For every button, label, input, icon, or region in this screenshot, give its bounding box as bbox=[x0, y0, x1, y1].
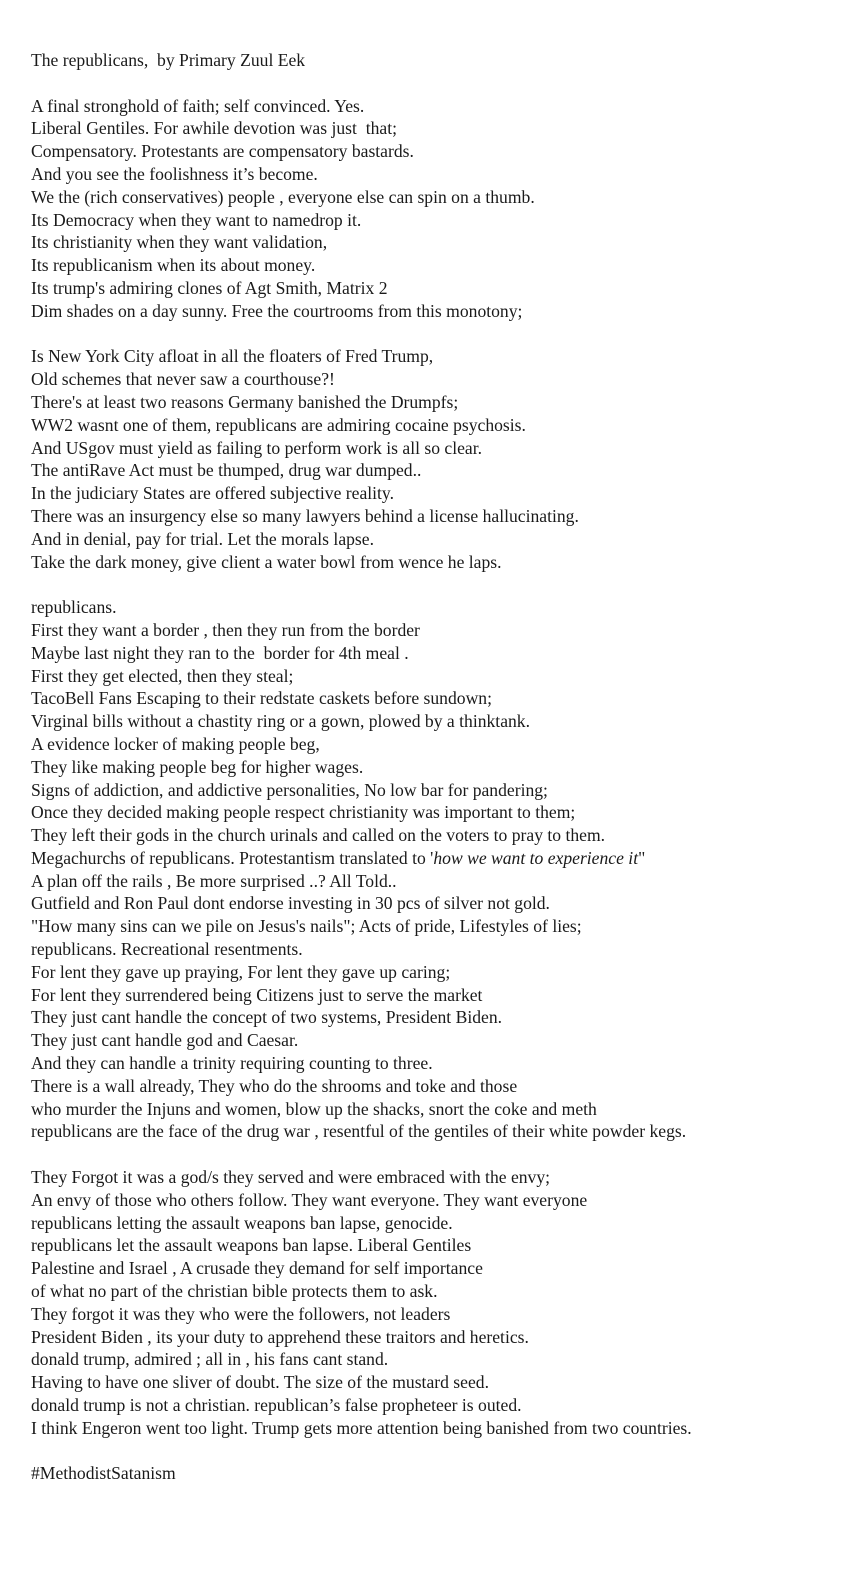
poem-line: There was an insurgency else so many lawyers behind a license hallucinating. bbox=[31, 505, 579, 526]
poem-line: Dim shades on a day sunny. Free the courtrooms from this monotony; bbox=[31, 300, 523, 321]
poem-line: Its Democracy when they want to namedrop it. bbox=[31, 209, 362, 230]
poem-line: There's at least two reasons Germany banished the Drumpfs; bbox=[31, 391, 459, 412]
poem-line: There is a wall already, They who do the shrooms and toke and those bbox=[31, 1075, 518, 1096]
poem-line: Is New York City afloat in all the floaters of Fred Trump, bbox=[31, 346, 434, 367]
poem-line: And they can handle a trinity requiring counting to three. bbox=[31, 1053, 433, 1074]
stanza-gap bbox=[31, 573, 841, 596]
poem-line: And USgov must yield as failing to perform work is all so clear. bbox=[31, 437, 483, 458]
poem-line: of what no part of the christian bible protects them to ask. bbox=[31, 1281, 438, 1302]
poem-line: Signs of addiction, and addictive personalities, No low bar for pandering; bbox=[31, 779, 548, 800]
poem-line: And in denial, pay for trial. Let the morals lapse. bbox=[31, 528, 374, 549]
megachurch-line-prefix: Megachurchs of republicans. Protestantism translated to ' bbox=[31, 847, 434, 868]
poem-line: Palestine and Israel , A crusade they demand for self importance bbox=[31, 1258, 483, 1279]
poem-line: President Biden , its your duty to apprehend these traitors and heretics. bbox=[31, 1326, 529, 1347]
document-page bbox=[31, 49, 841, 1485]
stanza-gap bbox=[31, 72, 841, 95]
poem-line: In the judiciary States are offered subjective reality. bbox=[31, 483, 394, 504]
poem-line: "How many sins can we pile on Jesus's nails"; Acts of pride, Lifestyles of lies; bbox=[31, 916, 582, 937]
poem-line: For lent they surrendered being Citizens just to serve the market bbox=[31, 984, 483, 1005]
poem-line: donald trump, admired ; all in , his fans cant stand. bbox=[31, 1349, 389, 1370]
poem-line: They just cant handle the concept of two systems, President Biden. bbox=[31, 1007, 503, 1028]
poem-line: First they want a border , then they run from the border bbox=[31, 619, 420, 640]
poem-line: First they get elected, then they steal; bbox=[31, 665, 294, 686]
poem-line: Compensatory. Protestants are compensatory bastards. bbox=[31, 141, 414, 162]
poem-line: Its republicanism when its about money. bbox=[31, 255, 316, 276]
poem-line: They Forgot it was a god/s they served and were embraced with the envy; bbox=[31, 1167, 551, 1188]
poem-line: Its trump's admiring clones of Agt Smith, Matrix 2 bbox=[31, 277, 388, 298]
poem-line: We the (rich conservatives) people , everyone else can spin on a thumb. bbox=[31, 186, 535, 207]
poem-line: republicans let the assault weapons ban lapse. Liberal Gentiles bbox=[31, 1235, 472, 1256]
poem-line: An envy of those who others follow. They want everyone. They want everyone bbox=[31, 1189, 588, 1210]
poem-line: I think Engeron went too light. Trump gets more attention being banished from two countries. bbox=[31, 1417, 692, 1438]
poem-line: A plan off the rails , Be more surprised ..? All Told.. bbox=[31, 870, 397, 891]
poem-line: donald trump is not a christian. republican’s false propheteer is outed. bbox=[31, 1395, 522, 1416]
poem-line: Having to have one sliver of doubt. The size of the mustard seed. bbox=[31, 1372, 489, 1393]
stanza-gap bbox=[31, 323, 841, 346]
poem-line: Liberal Gentiles. For awhile devotion was just that; bbox=[31, 118, 397, 139]
poem-line: Maybe last night they ran to the border for 4th meal . bbox=[31, 642, 409, 663]
poem-line: A final stronghold of faith; self convinced. Yes. bbox=[31, 95, 365, 116]
poem-line: And you see the foolishness it’s become. bbox=[31, 163, 318, 184]
megachurch-line-italic: how we want to experience it bbox=[433, 847, 639, 868]
stanza-gap bbox=[31, 1440, 841, 1463]
poem-line: who murder the Injuns and women, blow up the shacks, snort the coke and meth bbox=[31, 1098, 597, 1119]
stanza-2 bbox=[31, 345, 841, 573]
poem-line: WW2 wasnt one of them, republicans are admiring cocaine psychosis. bbox=[31, 414, 526, 435]
megachurch-line-suffix: " bbox=[638, 847, 646, 868]
poem-line: Its christianity when they want validation, bbox=[31, 232, 328, 253]
megachurch-line bbox=[31, 847, 841, 870]
poem-line: republicans letting the assault weapons ban lapse, genocide. bbox=[31, 1212, 453, 1233]
poem-line: Old schemes that never saw a courthouse?! bbox=[31, 369, 335, 390]
poem-line: Take the dark money, give client a water bowl from wence he laps. bbox=[31, 551, 502, 572]
poem-line: Once they decided making people respect christianity was important to them; bbox=[31, 802, 576, 823]
stanza-3 bbox=[31, 596, 841, 1143]
poem-line: republicans. bbox=[31, 597, 117, 618]
poem-line: republicans are the face of the drug war , resentful of the gentiles of their white powder kegs. bbox=[31, 1121, 687, 1142]
poem-line: The antiRave Act must be thumped, drug war dumped.. bbox=[31, 460, 422, 481]
poem-line: republicans. Recreational resentments. bbox=[31, 939, 303, 960]
hashtag: #MethodistSatanism bbox=[31, 1463, 176, 1484]
poem-line: TacoBell Fans Escaping to their redstate caskets before sundown; bbox=[31, 688, 492, 709]
poem-line: A evidence locker of making people beg, bbox=[31, 733, 320, 754]
poem-line: Virginal bills without a chastity ring or a gown, plowed by a thinktank. bbox=[31, 711, 530, 732]
poem-line: They just cant handle god and Caesar. bbox=[31, 1030, 299, 1051]
poem-line: They forgot it was they who were the followers, not leaders bbox=[31, 1303, 451, 1324]
stanza-4 bbox=[31, 1166, 841, 1440]
stanza-1 bbox=[31, 95, 841, 323]
poem-line: They left their gods in the church urinals and called on the voters to pray to them. bbox=[31, 825, 606, 846]
poem-line: Gutfield and Ron Paul dont endorse investing in 30 pcs of silver not gold. bbox=[31, 893, 550, 914]
poem-line: For lent they gave up praying, For lent they gave up caring; bbox=[31, 961, 451, 982]
stanza-gap bbox=[31, 1143, 841, 1166]
document-title: The republicans, by Primary Zuul Eek bbox=[31, 50, 306, 70]
poem-line: They like making people beg for higher wages. bbox=[31, 756, 364, 777]
